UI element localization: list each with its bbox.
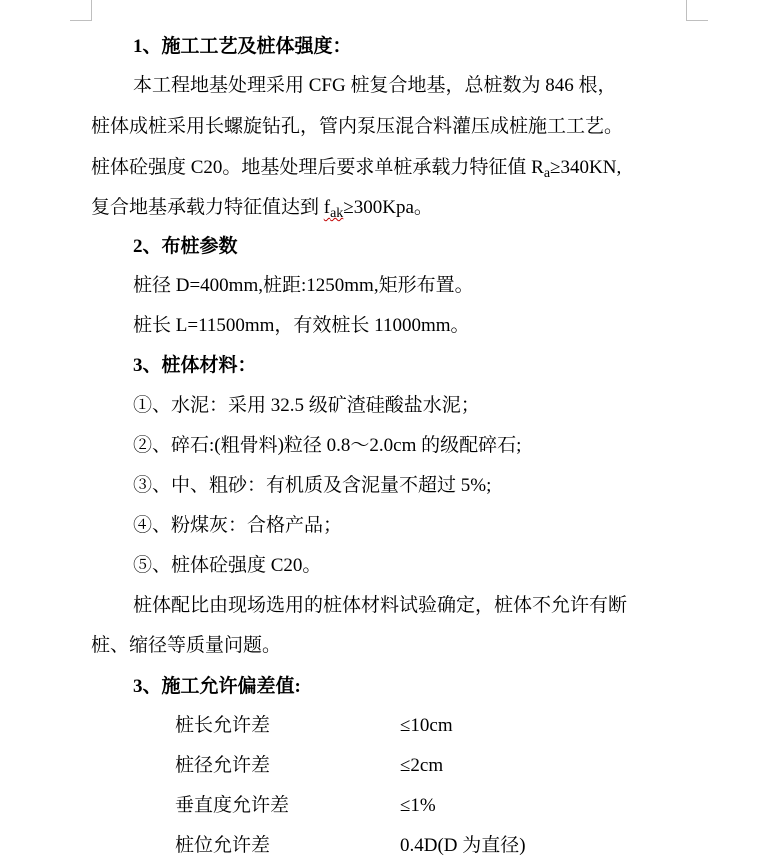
tolerance-value-length: ≤10cm	[400, 715, 453, 736]
f-letter: f	[323, 197, 331, 218]
section-1-line-3-value: ≥340KN,	[550, 157, 622, 178]
material-item-1: ①、水泥：采用 32.5 级矿渣硅酸盐水泥；	[133, 395, 480, 416]
tolerance-value-position: 0.4D(D 为直径)	[400, 835, 526, 856]
section-1-line-1: 本工程地基处理采用 CFG 桩复合地基，总桩数为 846 根，	[133, 75, 617, 96]
section-1-line-3	[91, 156, 621, 186]
crop-mark-top-left-vertical	[91, 0, 92, 21]
section-3-heading: 3、桩体材料：	[133, 355, 257, 376]
tolerance-value-verticality: ≤1%	[400, 795, 436, 816]
section-3-paragraph-line-2: 桩、缩径等质量问题。	[91, 635, 282, 656]
crop-mark-top-left-horizontal	[70, 20, 92, 21]
section-1-line-3-text: 桩体砼强度 C20。地基处理后要求单桩承载力特征值 R	[91, 157, 544, 178]
spellcheck-word-fak[interactable]	[323, 197, 344, 221]
section-1-line-2: 桩体成桩采用长螺旋钻孔，管内泵压混合料灌压成桩施工工艺。	[91, 116, 624, 137]
tolerance-label-length: 桩长允许差	[175, 715, 271, 736]
material-item-2: ②、碎石:(粗骨料)粒径 0.8～2.0cm 的级配碎石;	[133, 435, 522, 456]
section-1-line-4	[91, 196, 433, 226]
section-2-heading: 2、布桩参数	[133, 236, 238, 257]
tolerance-label-diameter: 桩径允许差	[175, 755, 271, 776]
section-4-heading: 3、施工允许偏差值:	[133, 676, 301, 697]
material-item-5: ⑤、桩体砼强度 C20。	[133, 555, 322, 576]
subscript-a: a	[543, 166, 551, 181]
crop-mark-top-right-vertical	[686, 0, 687, 21]
material-item-3: ③、中、粗砂：有机质及含泥量不超过 5%;	[133, 475, 492, 496]
material-item-4: ④、粉煤灰：合格产品；	[133, 515, 343, 536]
section-1-heading: 1、施工工艺及桩体强度：	[133, 36, 352, 57]
section-1-line-4-text: 复合地基承载力特征值达到	[91, 197, 324, 218]
section-2-line-1: 桩径 D=400mm,桩距:1250mm,矩形布置。	[133, 275, 474, 296]
section-1-line-4-value: ≥300Kpa。	[343, 197, 433, 218]
subscript-ak: ak	[330, 206, 344, 221]
section-2-line-2: 桩长 L=11500mm，有效桩长 11000mm。	[133, 315, 470, 336]
tolerance-label-position: 桩位允许差	[175, 835, 271, 856]
section-3-paragraph-line-1: 桩体配比由现场选用的桩体材料试验确定，桩体不允许有断	[133, 595, 628, 616]
tolerance-value-diameter: ≤2cm	[400, 755, 444, 776]
crop-mark-top-right-horizontal	[686, 20, 708, 21]
tolerance-label-verticality: 垂直度允许差	[175, 795, 290, 816]
